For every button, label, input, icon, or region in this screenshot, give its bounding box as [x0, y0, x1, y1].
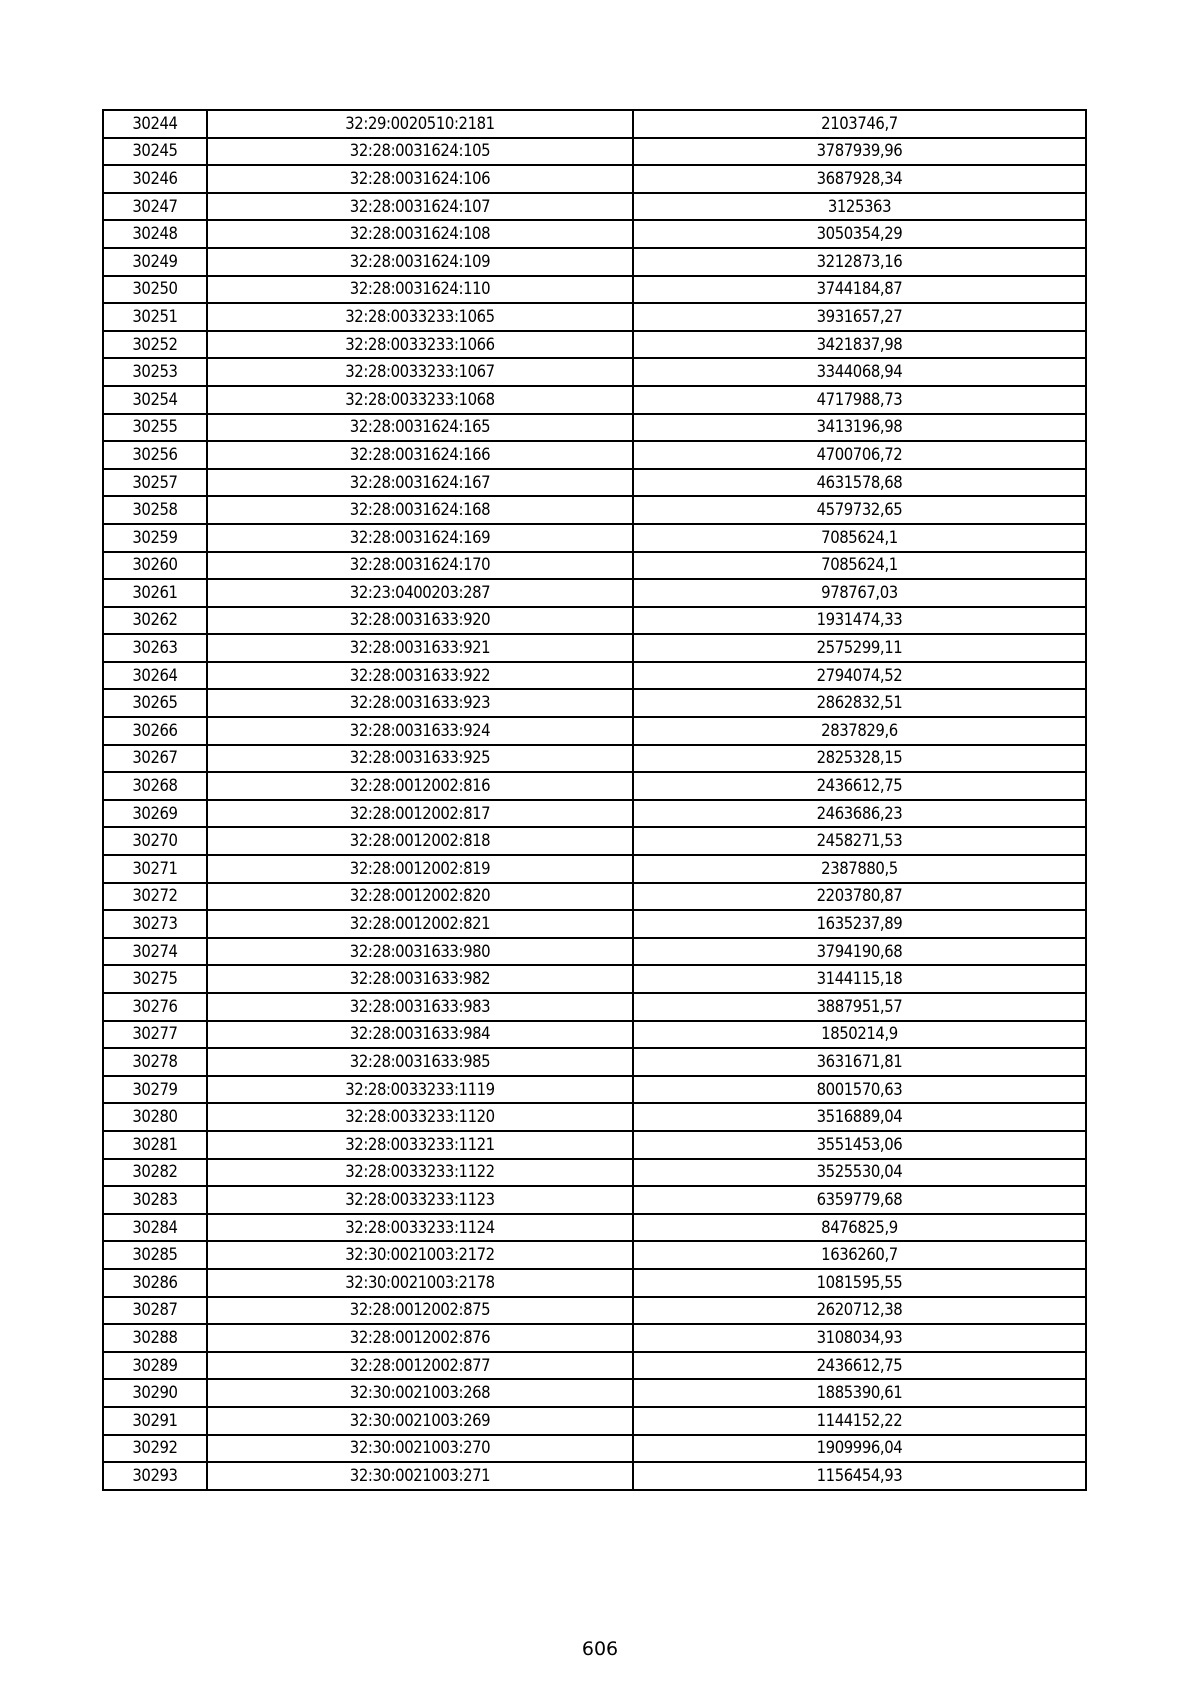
value-cell: 3787939,96 — [633, 138, 1086, 166]
cadastral-number-cell: 32:28:0031624:170 — [207, 552, 633, 580]
cadastral-number-cell: 32:28:0033233:1119 — [207, 1076, 633, 1104]
row-number-cell: 30272 — [103, 883, 207, 911]
table-row — [103, 1269, 1086, 1297]
table-row — [103, 965, 1086, 993]
value-cell: 3744184,87 — [633, 276, 1086, 304]
cadastral-number-cell: 32:28:0033233:1068 — [207, 386, 633, 414]
value-cell: 1144152,22 — [633, 1407, 1086, 1435]
row-number-cell: 30253 — [103, 358, 207, 386]
value-cell: 1156454,93 — [633, 1462, 1086, 1490]
table-row — [103, 220, 1086, 248]
cadastral-number-cell: 32:28:0031633:921 — [207, 634, 633, 662]
table-row — [103, 1186, 1086, 1214]
value-cell: 3887951,57 — [633, 993, 1086, 1021]
row-number-cell: 30278 — [103, 1048, 207, 1076]
table-row — [103, 138, 1086, 166]
row-number-cell: 30284 — [103, 1214, 207, 1242]
value-cell: 6359779,68 — [633, 1186, 1086, 1214]
cadastral-number-cell: 32:28:0012002:820 — [207, 883, 633, 911]
row-number-cell: 30285 — [103, 1241, 207, 1269]
row-number-cell: 30244 — [103, 110, 207, 138]
value-cell: 8001570,63 — [633, 1076, 1086, 1104]
value-cell: 3551453,06 — [633, 1131, 1086, 1159]
value-cell: 2103746,7 — [633, 110, 1086, 138]
table-row — [103, 1435, 1086, 1463]
cadastral-number-cell: 32:30:0021003:270 — [207, 1435, 633, 1463]
table-row — [103, 1241, 1086, 1269]
value-cell: 2794074,52 — [633, 662, 1086, 690]
cadastral-number-cell: 32:28:0031633:980 — [207, 938, 633, 966]
cadastral-number-cell: 32:30:0021003:268 — [207, 1379, 633, 1407]
value-cell: 4700706,72 — [633, 441, 1086, 469]
cadastral-number-cell: 32:28:0012002:816 — [207, 772, 633, 800]
value-cell: 3344068,94 — [633, 358, 1086, 386]
cadastral-number-cell: 32:28:0012002:817 — [207, 800, 633, 828]
cadastral-number-cell: 32:28:0031624:166 — [207, 441, 633, 469]
value-cell: 8476825,9 — [633, 1214, 1086, 1242]
table-row — [103, 331, 1086, 359]
table-row — [103, 248, 1086, 276]
row-number-cell: 30273 — [103, 910, 207, 938]
table-row — [103, 524, 1086, 552]
table-row — [103, 414, 1086, 442]
row-number-cell: 30267 — [103, 745, 207, 773]
cadastral-number-cell: 32:28:0031633:925 — [207, 745, 633, 773]
table-row — [103, 386, 1086, 414]
table-row — [103, 358, 1086, 386]
table-row — [103, 1159, 1086, 1187]
table-row — [103, 1407, 1086, 1435]
cadastral-number-cell: 32:30:0021003:2172 — [207, 1241, 633, 1269]
row-number-cell: 30268 — [103, 772, 207, 800]
value-cell: 7085624,1 — [633, 552, 1086, 580]
row-number-cell: 30270 — [103, 827, 207, 855]
table-row — [103, 1048, 1086, 1076]
cadastral-number-cell: 32:28:0033233:1065 — [207, 303, 633, 331]
table-row — [103, 303, 1086, 331]
value-cell: 4579732,65 — [633, 496, 1086, 524]
cadastral-number-cell: 32:30:0021003:271 — [207, 1462, 633, 1490]
table-row — [103, 772, 1086, 800]
row-number-cell: 30271 — [103, 855, 207, 883]
value-cell: 3525530,04 — [633, 1159, 1086, 1187]
table-row — [103, 717, 1086, 745]
table-row — [103, 745, 1086, 773]
cadastral-number-cell: 32:28:0031624:168 — [207, 496, 633, 524]
cadastral-number-cell: 32:29:0020510:2181 — [207, 110, 633, 138]
value-cell: 2825328,15 — [633, 745, 1086, 773]
cadastral-number-cell: 32:23:0400203:287 — [207, 579, 633, 607]
value-cell: 3687928,34 — [633, 165, 1086, 193]
row-number-cell: 30246 — [103, 165, 207, 193]
cadastral-number-cell: 32:28:0031624:106 — [207, 165, 633, 193]
row-number-cell: 30262 — [103, 607, 207, 635]
cadastral-number-cell: 32:28:0031633:923 — [207, 689, 633, 717]
row-number-cell: 30257 — [103, 469, 207, 497]
value-cell: 3421837,98 — [633, 331, 1086, 359]
value-cell: 3212873,16 — [633, 248, 1086, 276]
row-number-cell: 30289 — [103, 1352, 207, 1380]
value-cell: 1850214,9 — [633, 1021, 1086, 1049]
value-cell: 2575299,11 — [633, 634, 1086, 662]
table-row — [103, 689, 1086, 717]
value-cell: 3931657,27 — [633, 303, 1086, 331]
row-number-cell: 30281 — [103, 1131, 207, 1159]
cadastral-number-cell: 32:28:0012002:821 — [207, 910, 633, 938]
value-cell: 2458271,53 — [633, 827, 1086, 855]
cadastral-number-cell: 32:28:0033233:1066 — [207, 331, 633, 359]
table-row — [103, 1324, 1086, 1352]
table-row — [103, 1297, 1086, 1325]
cadastral-number-cell: 32:28:0031624:110 — [207, 276, 633, 304]
row-number-cell: 30251 — [103, 303, 207, 331]
value-cell: 3794190,68 — [633, 938, 1086, 966]
table-row — [103, 883, 1086, 911]
page-number: 606 — [581, 1638, 619, 1660]
row-number-cell: 30265 — [103, 689, 207, 717]
cadastral-number-cell: 32:28:0031624:108 — [207, 220, 633, 248]
row-number-cell: 30250 — [103, 276, 207, 304]
value-cell: 1636260,7 — [633, 1241, 1086, 1269]
row-number-cell: 30286 — [103, 1269, 207, 1297]
row-number-cell: 30275 — [103, 965, 207, 993]
row-number-cell: 30255 — [103, 414, 207, 442]
value-cell: 3108034,93 — [633, 1324, 1086, 1352]
value-cell: 3125363 — [633, 193, 1086, 221]
cadastral-number-cell: 32:28:0031633:924 — [207, 717, 633, 745]
row-number-cell: 30269 — [103, 800, 207, 828]
row-number-cell: 30293 — [103, 1462, 207, 1490]
table-row — [103, 1352, 1086, 1380]
value-cell: 3516889,04 — [633, 1103, 1086, 1131]
row-number-cell: 30260 — [103, 552, 207, 580]
cadastral-number-cell: 32:28:0031624:107 — [207, 193, 633, 221]
row-number-cell: 30288 — [103, 1324, 207, 1352]
value-cell: 2203780,87 — [633, 883, 1086, 911]
cadastral-number-cell: 32:28:0033233:1124 — [207, 1214, 633, 1242]
row-number-cell: 30290 — [103, 1379, 207, 1407]
row-number-cell: 30282 — [103, 1159, 207, 1187]
table-body — [103, 110, 1086, 1490]
table-row — [103, 110, 1086, 138]
cadastral-number-cell: 32:28:0031624:105 — [207, 138, 633, 166]
value-cell: 1081595,55 — [633, 1269, 1086, 1297]
row-number-cell: 30254 — [103, 386, 207, 414]
table-row — [103, 496, 1086, 524]
value-cell: 978767,03 — [633, 579, 1086, 607]
cadastral-number-cell: 32:28:0033233:1120 — [207, 1103, 633, 1131]
value-cell: 1885390,61 — [633, 1379, 1086, 1407]
table-row — [103, 552, 1086, 580]
row-number-cell: 30287 — [103, 1297, 207, 1325]
cadastral-number-cell: 32:28:0033233:1123 — [207, 1186, 633, 1214]
cadastral-number-cell: 32:28:0012002:819 — [207, 855, 633, 883]
value-cell: 2463686,23 — [633, 800, 1086, 828]
cadastral-number-cell: 32:28:0031624:167 — [207, 469, 633, 497]
table-row — [103, 993, 1086, 1021]
row-number-cell: 30248 — [103, 220, 207, 248]
value-cell: 3631671,81 — [633, 1048, 1086, 1076]
row-number-cell: 30264 — [103, 662, 207, 690]
row-number-cell: 30291 — [103, 1407, 207, 1435]
value-cell: 3413196,98 — [633, 414, 1086, 442]
row-number-cell: 30280 — [103, 1103, 207, 1131]
row-number-cell: 30263 — [103, 634, 207, 662]
value-cell: 2620712,38 — [633, 1297, 1086, 1325]
value-cell: 2387880,5 — [633, 855, 1086, 883]
table-row — [103, 827, 1086, 855]
value-cell: 3050354,29 — [633, 220, 1086, 248]
table-row — [103, 800, 1086, 828]
row-number-cell: 30249 — [103, 248, 207, 276]
value-cell: 1909996,04 — [633, 1435, 1086, 1463]
row-number-cell: 30245 — [103, 138, 207, 166]
table-row — [103, 910, 1086, 938]
row-number-cell: 30259 — [103, 524, 207, 552]
row-number-cell: 30274 — [103, 938, 207, 966]
cadastral-number-cell: 32:30:0021003:269 — [207, 1407, 633, 1435]
cadastral-number-cell: 32:28:0031633:982 — [207, 965, 633, 993]
table-row — [103, 938, 1086, 966]
table-row — [103, 1379, 1086, 1407]
table-row — [103, 165, 1086, 193]
value-cell: 4717988,73 — [633, 386, 1086, 414]
table-row — [103, 1214, 1086, 1242]
row-number-cell: 30256 — [103, 441, 207, 469]
table-row — [103, 193, 1086, 221]
table-row — [103, 662, 1086, 690]
cadastral-number-cell: 32:28:0033233:1121 — [207, 1131, 633, 1159]
table-row — [103, 469, 1086, 497]
row-number-cell: 30266 — [103, 717, 207, 745]
value-cell: 2862832,51 — [633, 689, 1086, 717]
table-row — [103, 634, 1086, 662]
table-row — [103, 579, 1086, 607]
cadastral-number-cell: 32:28:0012002:877 — [207, 1352, 633, 1380]
cadastral-number-cell: 32:28:0012002:818 — [207, 827, 633, 855]
cadastral-number-cell: 32:28:0031633:983 — [207, 993, 633, 1021]
row-number-cell: 30247 — [103, 193, 207, 221]
cadastral-number-cell: 32:28:0031633:922 — [207, 662, 633, 690]
value-cell: 2837829,6 — [633, 717, 1086, 745]
table-row — [103, 441, 1086, 469]
row-number-cell: 30261 — [103, 579, 207, 607]
cadastral-number-cell: 32:28:0012002:876 — [207, 1324, 633, 1352]
table-row — [103, 276, 1086, 304]
table-row — [103, 1462, 1086, 1490]
row-number-cell: 30292 — [103, 1435, 207, 1463]
row-number-cell: 30277 — [103, 1021, 207, 1049]
row-number-cell: 30283 — [103, 1186, 207, 1214]
cadastral-number-cell: 32:28:0031624:165 — [207, 414, 633, 442]
cadastral-number-cell: 32:28:0033233:1122 — [207, 1159, 633, 1187]
table-row — [103, 1021, 1086, 1049]
value-cell: 2436612,75 — [633, 772, 1086, 800]
row-number-cell: 30279 — [103, 1076, 207, 1104]
cadastral-number-cell: 32:28:0031624:109 — [207, 248, 633, 276]
table-row — [103, 607, 1086, 635]
row-number-cell: 30252 — [103, 331, 207, 359]
value-cell: 1635237,89 — [633, 910, 1086, 938]
cadastral-number-cell: 32:28:0012002:875 — [207, 1297, 633, 1325]
value-cell: 4631578,68 — [633, 469, 1086, 497]
table-row — [103, 855, 1086, 883]
value-cell: 7085624,1 — [633, 524, 1086, 552]
cadastral-number-cell: 32:28:0031633:985 — [207, 1048, 633, 1076]
cadastral-number-cell: 32:28:0031633:984 — [207, 1021, 633, 1049]
value-cell: 3144115,18 — [633, 965, 1086, 993]
row-number-cell: 30258 — [103, 496, 207, 524]
cadastral-value-table — [102, 109, 1087, 1491]
table-row — [103, 1076, 1086, 1104]
cadastral-number-cell: 32:28:0031633:920 — [207, 607, 633, 635]
row-number-cell: 30276 — [103, 993, 207, 1021]
value-cell: 1931474,33 — [633, 607, 1086, 635]
value-cell: 2436612,75 — [633, 1352, 1086, 1380]
cadastral-number-cell: 32:28:0033233:1067 — [207, 358, 633, 386]
cadastral-number-cell: 32:30:0021003:2178 — [207, 1269, 633, 1297]
table-row — [103, 1131, 1086, 1159]
table-row — [103, 1103, 1086, 1131]
cadastral-number-cell: 32:28:0031624:169 — [207, 524, 633, 552]
